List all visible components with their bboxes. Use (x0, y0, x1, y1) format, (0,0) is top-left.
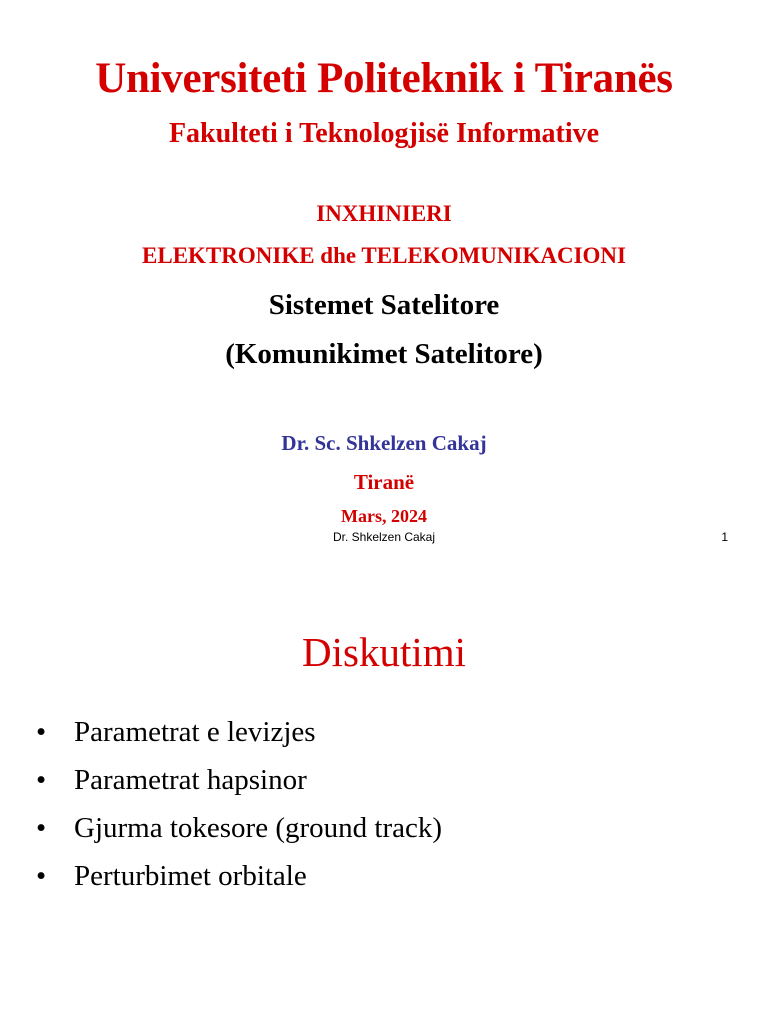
bullet-icon: • (36, 716, 47, 748)
course-subtitle: (Komunikimet Satelitore) (225, 338, 543, 370)
bullet-text: Perturbimet orbitale (74, 860, 307, 892)
program-name-line-2: ELEKTRONIKE dhe TELEKOMUNIKACIONI (142, 243, 626, 268)
faculty-name: Fakulteti i Teknologjisë Informative (168, 118, 600, 149)
bullet-text: Parametrat hapsinor (74, 764, 307, 796)
slide-title: Diskutimi (301, 629, 467, 675)
presentation-date: Mars, 2024 (341, 506, 427, 526)
course-title: Sistemet Satelitore (268, 289, 500, 321)
bullet-icon: • (36, 812, 47, 844)
slide-page-number: 1 (721, 530, 728, 544)
discussion-slide (0, 576, 768, 1024)
place-name: Tiranë (353, 470, 415, 494)
bullet-text: Gjurma tokesore (ground track) (74, 812, 443, 844)
author-name: Dr. Sc. Shkelzen Cakaj (281, 431, 487, 455)
slide-footer-author: Dr. Shkelzen Cakaj (332, 530, 436, 544)
bullet-icon: • (36, 764, 47, 796)
bullet-text: Parametrat e levizjes (74, 716, 316, 748)
program-name-line-1: INXHINIERI (316, 201, 452, 226)
university-name: Universiteti Politeknik i Tiranës (95, 55, 673, 102)
bullet-icon: • (36, 860, 47, 892)
